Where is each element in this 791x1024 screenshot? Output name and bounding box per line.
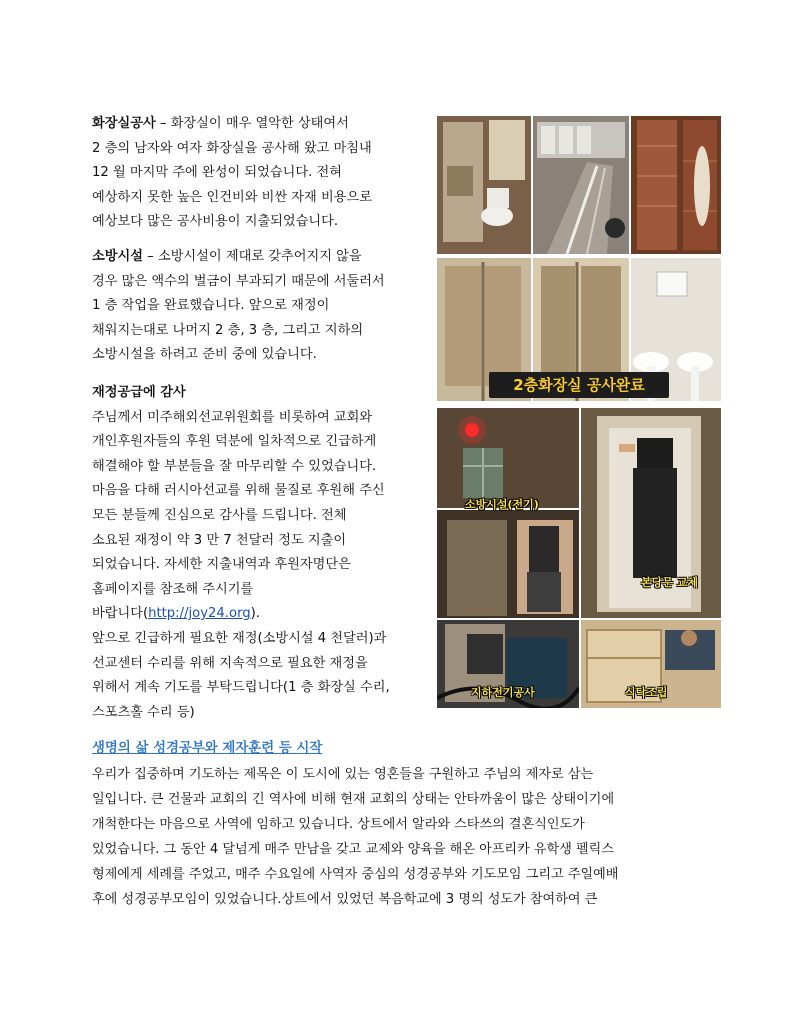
thanks-line: 되었습니다. 자세한 지출내역과 후원자명단은 [92,557,351,573]
fire-first-line: 소방시설 – 소방시설이 제대로 갖추어지지 않을 [92,249,362,264]
fire-line: 소방시설을 하려고 준비 중에 있습니다. [92,347,317,363]
bible-study-line: 후에 성경공부모임이 있었습니다.상트에서 있었던 복음학교에 3 명의 성도가 참여하여 큰 [92,892,598,907]
homepage-link[interactable]: http://joy24.org [148,606,251,622]
restroom-collage-caption: 2층화장실 공사완료 [489,372,669,398]
thanks-line: 홈페이지를 참조해 주시기를 [92,581,254,597]
restroom-line: 예상보다 많은 공사비용이 지출되었습니다. [92,214,339,230]
restroom-line: 예상하지 못한 높은 인건비와 비싼 자재 비용으로 [92,189,372,205]
thanks-line: 개인후원자들의 후원 덕분에 일차적으로 긴급하게 [92,434,377,450]
restroom-collage-image [437,116,721,401]
bible-study-line: 우리가 집중하며 기도하는 제목은 이 도시에 있는 영혼들을 구원하고 주님의 제자로 삼는 [92,767,594,782]
bible-study-line: 있었습니다. 그 동안 4 달넘게 매주 만남을 갖고 교제와 양육을 해온 아프리카 유학생 펠릭스 [92,842,614,857]
thanks-heading: 재정공급에 감사 [92,385,186,400]
basement-electric-caption: 지하전기공사 [471,686,535,699]
thanks-line: 주님께서 미주해외선교위원회를 비롯하여 교회와 [92,409,373,425]
bible-study-line: 일입니다. 큰 건물과 교회의 긴 역사에 비해 현재 교회의 상태는 안타까움이 많은 상태이기에 [92,792,615,807]
bible-study-line: 형제에게 세례를 주었고, 매주 수요일에 사역자 중심의 성경공부와 기도모임 그리고 주일예배 [92,867,619,882]
restroom-collage-photo [437,116,721,401]
restroom-first-line: 화장실공사 – 화장실이 매우 열악한 상태여서 [92,116,349,131]
thanks-paragraph [92,381,390,725]
thanks-line: 스포츠홀 수리 등) [92,704,195,720]
fire-heading: 소방시설 [92,249,143,264]
fire-line: 채워지는대로 나머지 2 층, 3 층, 그리고 지하의 [92,322,364,338]
thanks-link-line: 바랍니다(http://joy24.org). [92,606,260,622]
thanks-line: 모든 분들께 진심으로 감사를 드립니다. 전체 [92,507,347,523]
renovation-collage-photo [437,408,721,708]
fire-line: 1 층 작업을 완료했습니다. 앞으로 재정이 [92,298,330,314]
thanks-line: 위해서 계속 기도를 부탁드립니다(1 층 화장실 수리, [92,680,390,696]
table-assembly-caption: 식탁조립 [625,686,668,699]
restroom-heading: 화장실공사 [92,116,156,131]
fire-paragraph [92,245,385,368]
thanks-line: 마음을 다해 러시아선교를 위해 물질로 후원해 주신 [92,483,385,499]
fire-line: 경우 많은 액수의 벌금이 부과되기 때문에 서둘러서 [92,273,385,289]
bible-study-paragraph [92,762,618,912]
thanks-line: 앞으로 긴급하게 필요한 재정(소방시설 4 천달러)과 [92,630,387,646]
fire-system-caption: 소방시설(전기) [465,498,539,511]
restroom-line: 2 층의 남자와 여자 화장실을 공사해 왔고 마침내 [92,140,372,156]
renovation-collage-image [437,408,721,708]
thanks-line: 소요된 재정이 약 3 만 7 천달러 정도 지출이 [92,532,347,548]
restroom-paragraph [92,112,372,235]
door-replacement-caption: 본당문 교체 [641,576,698,589]
thanks-line: 해결해야 할 부분들을 잘 마무리할 수 있었습니다. [92,458,377,474]
bible-study-section-title: 생명의 삶 성경공부와 제자훈련 등 시작 [92,741,323,756]
bible-study-line: 개척한다는 마음으로 사역에 임하고 있습니다. 상트에서 알라와 스타쓰의 결혼식인도가 [92,817,585,832]
restroom-line: 12 월 마지막 주에 완성이 되었습니다. 전혀 [92,165,342,181]
thanks-line: 선교센터 수리를 위해 지속적으로 필요한 재정을 [92,655,368,671]
